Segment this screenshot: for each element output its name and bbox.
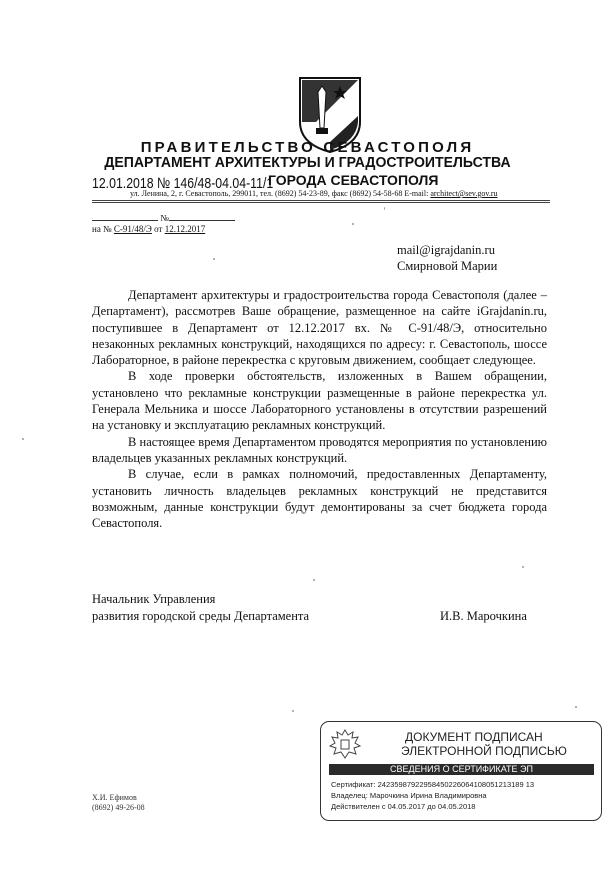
scan-speck (292, 710, 294, 712)
coat-of-arms-icon (327, 726, 363, 762)
scan-speck (213, 258, 215, 260)
header-divider (92, 200, 550, 201)
signer-name: И.В. Марочкина (440, 609, 527, 623)
header-divider-second (92, 202, 550, 203)
ref-from: от (151, 224, 165, 234)
header-government: ПРАВИТЕЛЬСТВО СЕВАСТОПОЛЯ (140, 139, 475, 156)
scan-speck (384, 207, 385, 210)
reference-line (92, 224, 205, 234)
number-label: № (160, 213, 169, 223)
paragraph-2: В ходе проверки обстоятельств, изложенных в Вашем обращении, установлено что рекламные конструкции размещенные в районе перекрестка ул. Генерала Мельника и шоссе Лабораторного установлены в отсутствии разрешений на установку и эксплуатацию рекламных конструкций. (92, 369, 547, 433)
address-text: ул. Ленина, 2, г. Севастополь, 299011, тел. (8692) 54-23-89, факс (8692) 54-58-68 E-mail: (130, 189, 431, 198)
ref-prefix: на № (92, 224, 114, 234)
registration-number: 12.01.2018 № 146/48-04.04-11/1 (92, 175, 274, 192)
stamp-title-1: ДОКУМЕНТ ПОДПИСАН (405, 730, 543, 744)
paragraph-4: В случае, если в рамках полномочий, предоставленных Департаменту, установить личность владельцев рекламных конструкций не представится возможным, данные конструкции будут демонтированы за счет бюджета города Севастополя. (92, 467, 547, 531)
executor-name: Х.И. Ефимов (92, 793, 137, 802)
paragraph-1: Департамент архитектуры и градостроительства города Севастополя (далее – Департамент), рассмотрев Ваше обращение, размещенное на сайте iGrajdanin.ru, поступившее в Департамент от 12.12.2017 вх. № С-91/48/Э, относительно незаконных рекламных конструкций, находящихся по адресу: г. Севастополь, шоссе Лабораторное, в районе перекрестка с круговым движением, сообщает следующее. (92, 288, 547, 368)
outgoing-number-line (92, 212, 235, 223)
electronic-signature-stamp (320, 721, 602, 821)
scan-speck (22, 438, 24, 440)
scan-speck (352, 223, 354, 225)
stamp-certificate-header: СВЕДЕНИЯ О СЕРТИФИКАТЕ ЭП (329, 764, 594, 775)
number-blank (169, 212, 235, 221)
signer-position-line2: развития городской среды Департамента (92, 609, 310, 623)
scan-speck (313, 579, 315, 581)
scan-speck (522, 566, 524, 568)
email-link[interactable]: architect@sev.gov.ru (430, 189, 498, 198)
stamp-certificate: Сертификат: 24235987922958450226064108051213189 13 (331, 780, 535, 789)
paragraph-3: В настоящее время Департаментом проводятся мероприятия по установлению владельцев указанных рекламных конструкций. (92, 434, 547, 465)
recipient-email: mail@igrajdanin.ru (397, 243, 495, 257)
executor-phone: (8692) 49-26-08 (92, 803, 145, 812)
header-department: ДЕПАРТАМЕНТ АРХИТЕКТУРЫ И ГРАДОСТРОИТЕЛЬСТВА (104, 155, 511, 171)
stamp-title-2: ЭЛЕКТРОННОЙ ПОДПИСЬЮ (401, 744, 567, 758)
stamp-validity: Действителен с 04.05.2017 до 04.05.2018 (331, 802, 476, 811)
date-blank (92, 212, 158, 221)
recipient-name: Смирновой Марии (397, 259, 498, 273)
ref-number: С-91/48/Э (113, 224, 152, 234)
ref-date: 12.12.2017 (164, 224, 206, 234)
header-city: ГОРОДА СЕВАСТОПОЛЯ (268, 172, 439, 188)
signer-position-line1: Начальник Управления (92, 592, 216, 606)
letter-body (92, 287, 547, 531)
stamp-owner: Владелец: Марочкина Ирина Владимировна (331, 791, 487, 800)
scan-speck (575, 706, 577, 708)
header-address (130, 189, 498, 198)
